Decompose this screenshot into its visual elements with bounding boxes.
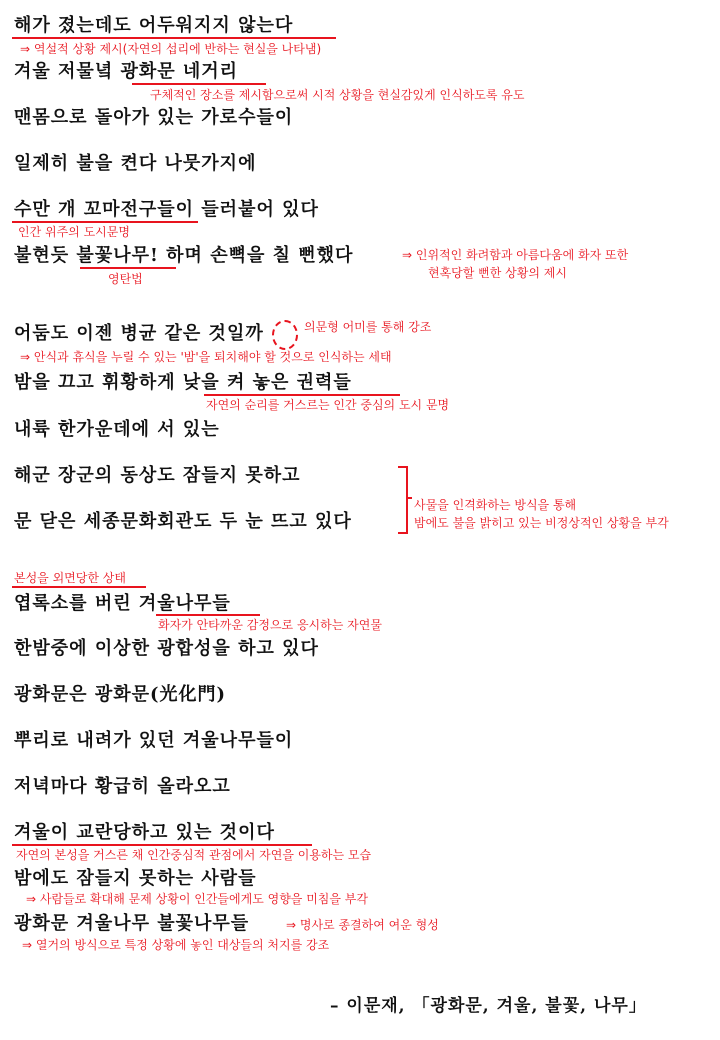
- poem-line-12: 엽록소를 버린 겨울나무들: [14, 593, 231, 614]
- bracket: [398, 466, 408, 534]
- annotation-nature-denied: 본성을 외면당한 상태: [14, 571, 126, 585]
- annotation-night: ⇒ 안식과 휴식을 누릴 수 있는 '밤'을 퇴치해야 할 것으로 인식하는 세태: [20, 350, 392, 364]
- underline: [204, 394, 400, 396]
- poem-line-5: 수만 개 꼬마전구들이 들러붙어 있다: [14, 199, 319, 220]
- annotation-human-centric: 자연의 본성을 거스른 채 인간중심적 관점에서 자연을 이용하는 모습: [16, 848, 372, 862]
- poem-line-17: 겨울이 교란당하고 있는 것이다: [14, 822, 275, 843]
- underline: [156, 614, 260, 616]
- annotation-noun-ending: ⇒ 명사로 종결하여 여운 형성: [286, 918, 439, 932]
- poem-line-8: 밤을 끄고 휘황하게 낮을 켜 놓은 권력들: [14, 372, 352, 393]
- underline: [80, 267, 176, 269]
- poem-line-15: 뿌리로 내려가 있던 겨울나무들이: [14, 730, 294, 751]
- annotation-glamour-2: 현혹당할 뻔한 상황의 제시: [428, 266, 567, 280]
- poem-line-4: 일제히 불을 켠다 나뭇가지에: [14, 153, 257, 174]
- bracket-tick: [406, 497, 412, 499]
- poem-line-6: 불현듯 불꽃나무! 하며 손뼉을 칠 뻔했다: [14, 245, 354, 266]
- poem-line-11: 문 닫은 세종문화회관도 두 눈 뜨고 있다: [14, 511, 352, 532]
- poem-line-3: 맨몸으로 돌아가 있는 가로수들이: [14, 107, 294, 128]
- annotation-personify-1: 사물을 인격화하는 방식을 통해: [414, 498, 577, 512]
- annotation-exclamation: 영탄법: [108, 272, 143, 286]
- poem-line-9: 내륙 한가운데에 서 있는: [14, 419, 220, 440]
- annotation-place: 구체적인 장소를 제시함으로써 시적 상황을 현실감있게 인식하도록 유도: [150, 88, 525, 102]
- poem-line-13: 한밤중에 이상한 광합성을 하고 있다: [14, 638, 319, 659]
- annotation-tree: 화자가 안타까운 감정으로 응시하는 자연물: [158, 618, 382, 632]
- underline: [132, 83, 266, 85]
- annotation-personify-2: 밤에도 불을 밝히고 있는 비정상적인 상황을 부각: [414, 516, 669, 530]
- annotation-people: ⇒ 사람들로 확대해 문제 상황이 인간들에게도 영향을 미침을 부각: [26, 892, 368, 906]
- underline: [12, 586, 146, 588]
- annotation-civilization: 인간 위주의 도시문명: [18, 225, 130, 239]
- poem-line-2: 겨울 저물녘 광화문 네거리: [14, 61, 239, 82]
- emphasis-circle: [272, 320, 298, 350]
- poem-line-1: 해가 졌는데도 어두워지지 않는다: [14, 15, 294, 36]
- annotation-power: 자연의 순리를 거스르는 인간 중심의 도시 문명: [206, 398, 450, 412]
- underline: [12, 37, 336, 39]
- underline: [12, 844, 312, 846]
- annotation-question: 의문형 어미를 통해 강조: [304, 320, 432, 334]
- author-citation: – 이문재, 「광화문, 겨울, 불꽃, 나무」: [330, 996, 647, 1016]
- poem-line-7: 어둠도 이젠 병균 같은 것일까: [14, 323, 264, 344]
- poem-line-18: 밤에도 잠들지 못하는 사람들: [14, 868, 257, 889]
- annotation-paradox: ⇒ 역설적 상황 제시(자연의 섭리에 반하는 현실을 나타냄): [20, 42, 322, 56]
- underline: [12, 221, 198, 223]
- poem-line-14: 광화문은 광화문(光化門): [14, 684, 227, 705]
- annotation-enumeration: ⇒ 열거의 방식으로 특정 상황에 놓인 대상들의 처지를 강조: [22, 938, 330, 952]
- poem-line-19: 광화문 겨울나무 불꽃나무들: [14, 913, 250, 934]
- annotation-glamour-1: ⇒ 인위적인 화려함과 아름다움에 화자 또한: [402, 248, 629, 262]
- poem-line-16: 저녁마다 황급히 올라오고: [14, 776, 231, 797]
- poem-line-10: 해군 장군의 동상도 잠들지 못하고: [14, 465, 301, 486]
